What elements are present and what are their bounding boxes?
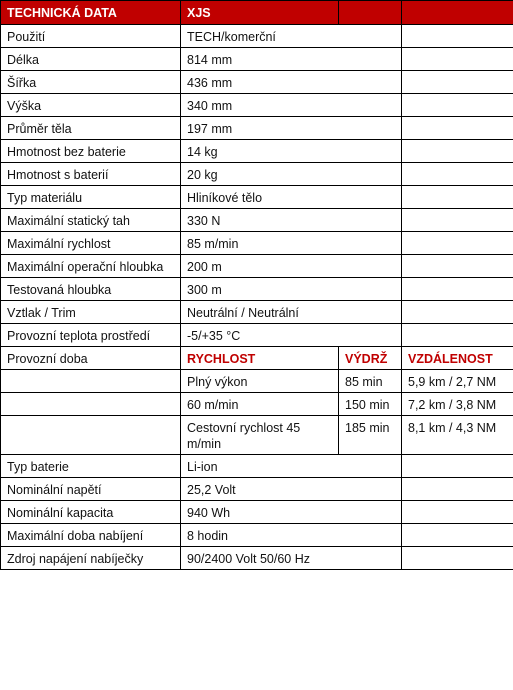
table-row	[1, 140, 513, 163]
row-label: Výška	[1, 94, 181, 117]
operating-speed: 60 m/min	[181, 393, 339, 416]
row-empty	[402, 94, 513, 117]
row-value: 25,2 Volt	[181, 478, 402, 501]
table-row	[1, 524, 513, 547]
header-model: XJS	[181, 1, 339, 25]
row-label: Typ materiálu	[1, 186, 181, 209]
row-value: 8 hodin	[181, 524, 402, 547]
row-label: Nominální kapacita	[1, 501, 181, 524]
operating-row	[1, 416, 513, 455]
operating-endurance: 185 min	[339, 416, 402, 455]
operating-distance: 5,9 km / 2,7 NM	[402, 370, 513, 393]
row-value: 814 mm	[181, 48, 402, 71]
table-row	[1, 71, 513, 94]
table-row	[1, 94, 513, 117]
row-value: 940 Wh	[181, 501, 402, 524]
row-value: TECH/komerční	[181, 25, 402, 48]
operating-distance: 7,2 km / 3,8 NM	[402, 393, 513, 416]
row-empty	[402, 163, 513, 186]
row-label: Maximální operační hloubka	[1, 255, 181, 278]
table-row	[1, 163, 513, 186]
row-empty	[402, 301, 513, 324]
operating-header-row	[1, 347, 513, 370]
row-value: 300 m	[181, 278, 402, 301]
row-value: Hliníkové tělo	[181, 186, 402, 209]
row-empty	[402, 324, 513, 347]
row-value: 197 mm	[181, 117, 402, 140]
operating-label: Provozní doba	[1, 347, 181, 370]
row-label: Zdroj napájení nabíječky	[1, 547, 181, 570]
row-label: Délka	[1, 48, 181, 71]
row-empty	[402, 71, 513, 94]
operating-empty	[1, 393, 181, 416]
row-label: Nominální napětí	[1, 478, 181, 501]
row-value: 330 N	[181, 209, 402, 232]
row-label: Šířka	[1, 71, 181, 94]
row-value: 20 kg	[181, 163, 402, 186]
row-label: Typ baterie	[1, 455, 181, 478]
row-label: Použití	[1, 25, 181, 48]
table-row	[1, 186, 513, 209]
operating-row	[1, 393, 513, 416]
row-empty	[402, 140, 513, 163]
row-empty	[402, 48, 513, 71]
row-label: Maximální rychlost	[1, 232, 181, 255]
row-empty	[402, 255, 513, 278]
table-row	[1, 232, 513, 255]
row-value: 436 mm	[181, 71, 402, 94]
row-empty	[402, 117, 513, 140]
row-value: Li-ion	[181, 455, 402, 478]
operating-endurance: 150 min	[339, 393, 402, 416]
row-empty	[402, 209, 513, 232]
row-label: Maximální doba nabíjení	[1, 524, 181, 547]
row-label: Provozní teplota prostředí	[1, 324, 181, 347]
row-value: 340 mm	[181, 94, 402, 117]
operating-distance: 8,1 km / 4,3 NM	[402, 416, 513, 455]
row-label: Hmotnost s baterií	[1, 163, 181, 186]
operating-empty	[1, 416, 181, 455]
table-row	[1, 455, 513, 478]
row-empty	[402, 478, 513, 501]
row-value: 90/2400 Volt 50/60 Hz	[181, 547, 402, 570]
operating-endurance: 85 min	[339, 370, 402, 393]
row-label: Vztlak / Trim	[1, 301, 181, 324]
row-value: 14 kg	[181, 140, 402, 163]
row-empty	[402, 25, 513, 48]
header-empty-1	[339, 1, 402, 25]
table-row	[1, 547, 513, 570]
table-row	[1, 278, 513, 301]
row-empty	[402, 501, 513, 524]
table-row	[1, 25, 513, 48]
row-empty	[402, 186, 513, 209]
header-empty-2	[402, 1, 513, 25]
row-value: 200 m	[181, 255, 402, 278]
operating-col-speed: RYCHLOST	[181, 347, 339, 370]
operating-speed: Plný výkon	[181, 370, 339, 393]
operating-speed: Cestovní rychlost 45 m/min	[181, 416, 339, 455]
row-empty	[402, 547, 513, 570]
table-row	[1, 255, 513, 278]
row-label: Hmotnost bez baterie	[1, 140, 181, 163]
table-row	[1, 501, 513, 524]
table-row	[1, 209, 513, 232]
row-empty	[402, 524, 513, 547]
row-label: Průměr těla	[1, 117, 181, 140]
table-row	[1, 301, 513, 324]
table-row	[1, 48, 513, 71]
row-value: -5/+35 °C	[181, 324, 402, 347]
table-row	[1, 117, 513, 140]
row-value: Neutrální / Neutrální	[181, 301, 402, 324]
operating-empty	[1, 370, 181, 393]
row-value: 85 m/min	[181, 232, 402, 255]
operating-row	[1, 370, 513, 393]
header-label: TECHNICKÁ DATA	[1, 1, 181, 25]
row-empty	[402, 278, 513, 301]
row-label: Maximální statický tah	[1, 209, 181, 232]
operating-col-distance: VZDÁLENOST	[402, 347, 513, 370]
row-label: Testovaná hloubka	[1, 278, 181, 301]
row-empty	[402, 232, 513, 255]
operating-col-endurance: VÝDRŽ	[339, 347, 402, 370]
row-empty	[402, 455, 513, 478]
table-row	[1, 478, 513, 501]
table-row	[1, 324, 513, 347]
header-row	[1, 1, 513, 25]
